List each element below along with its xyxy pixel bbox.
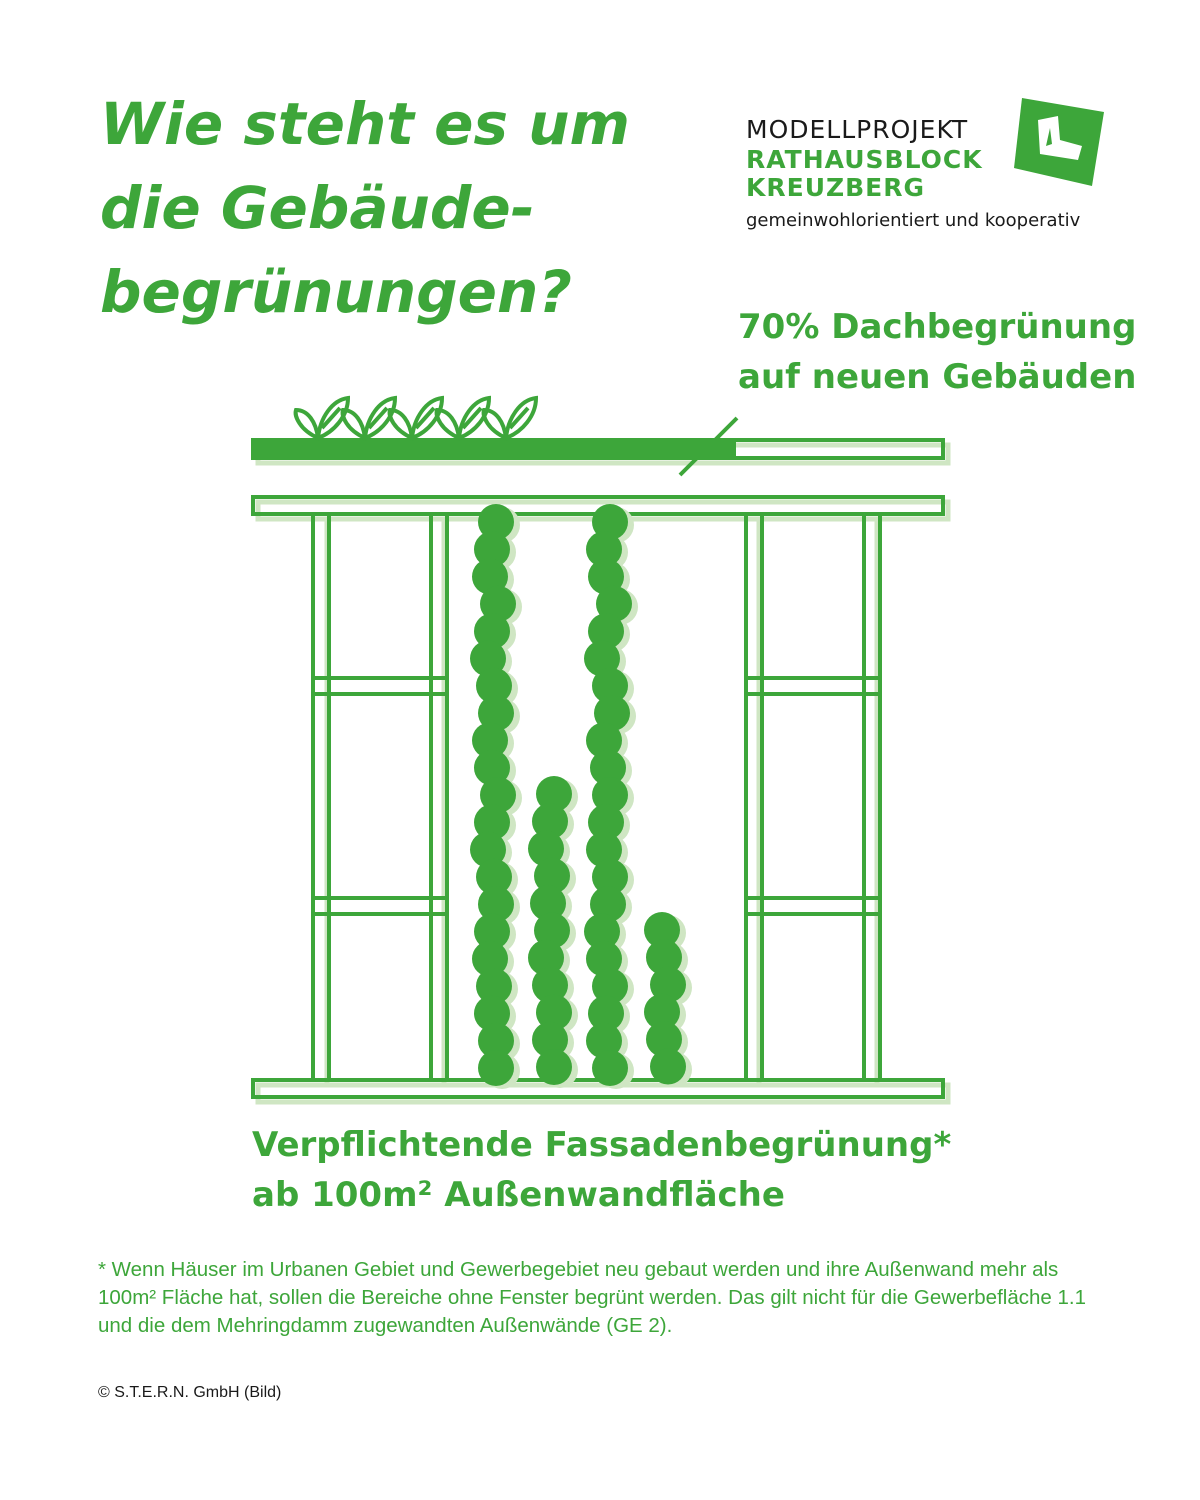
headline-line-1: Wie steht es um <box>100 90 630 158</box>
facade-vines <box>470 504 686 1086</box>
roof-callout-line-2: auf neuen Gebäuden <box>738 357 1137 397</box>
roof-sprout-icon <box>437 398 489 438</box>
left-window-ledge-1 <box>313 678 447 694</box>
facade-callout-line-2: ab 100m² Außenwandfläche <box>252 1175 785 1215</box>
image-credit: © S.T.E.R.N. GmbH (Bild) <box>98 1384 282 1401</box>
footnote <box>98 1256 1108 1340</box>
footnote-line-3: und die dem Mehringdamm zugewandten Außenwände (GE 2). <box>98 1314 673 1337</box>
roof-green-fill <box>253 440 736 458</box>
vine-2-leaf <box>536 1049 572 1085</box>
left-window-ledge-2 <box>313 898 447 914</box>
vine-3-leaf <box>592 1050 628 1086</box>
roof-sprout-icon <box>343 398 395 438</box>
logo-line-modellprojekt: MODELLPROJEKT <box>746 115 969 144</box>
right-window-ledge-1 <box>746 678 880 694</box>
facade-callout-line-1: Verpflichtende Fassadenbegrünung* <box>252 1125 952 1165</box>
vine-1-leaf <box>478 1050 514 1086</box>
vine-4-leaf <box>650 1049 686 1085</box>
logo-line-rathausblock: RATHAUSBLOCK <box>746 145 983 174</box>
right-window-ledge-2 <box>746 898 880 914</box>
roof-plants <box>296 398 536 438</box>
headline-line-2: die Gebäude- <box>100 174 535 242</box>
logo-line-kreuzberg: KREUZBERG <box>746 173 926 202</box>
footnote-line-1: * Wenn Häuser im Urbanen Gebiet und Gewerbegebiet neu gebaut werden und ihre Außenwand mehr als <box>98 1258 1059 1281</box>
footnote-line-2: 100m² Fläche hat, sollen die Bereiche ohne Fenster begrünt werden. Das gilt nicht für die Gewerbefläche 1.1 <box>98 1286 1086 1309</box>
roof-callout-line-1: 70% Dachbegrünung <box>738 307 1137 347</box>
headline-line-3: begrünungen? <box>100 258 572 326</box>
facade-greening-callout <box>252 1120 951 1220</box>
roof-sprout-icon <box>484 398 536 438</box>
roof-sprout-icon <box>390 398 442 438</box>
logo-tagline: gemeinwohlorientiert und kooperativ <box>746 210 1081 231</box>
roof-sprout-icon <box>296 398 348 438</box>
